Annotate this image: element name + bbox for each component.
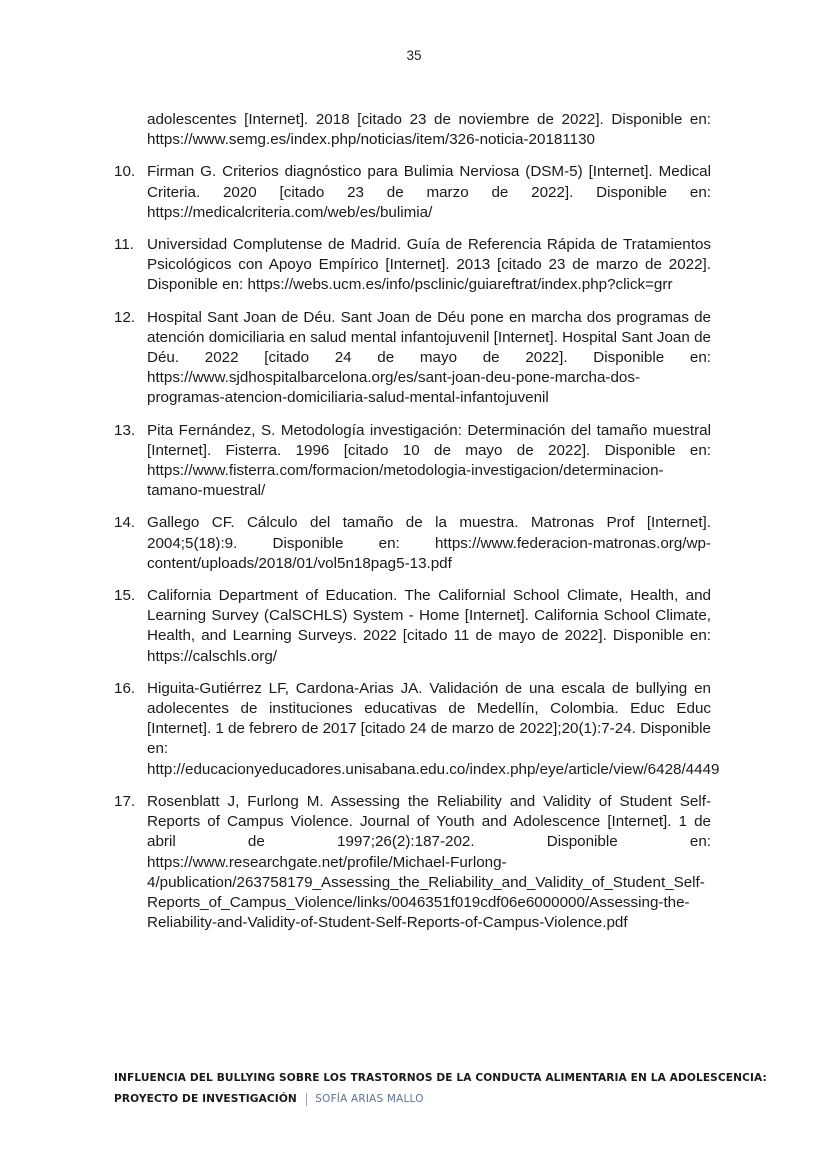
footer-author-name: SOFÍA ARIAS MALLO — [315, 1093, 424, 1105]
reference-number: 10. — [114, 163, 136, 181]
reference-item-11 — [114, 235, 716, 296]
reference-text: Higuita-Gutiérrez LF, Cardona-Arias JA. Validación de una escala de bullying en adolecentes de instituciones educativas de Medellín, Colombia. Educ Educ [Internet]. 1 de febrero de 2017 [citado 24 de marzo de 2022];20(1):7-24. Disponible en: http://educacionyeducadores.unisabana.edu.co/index.php/eye/article/view/6428/4449 — [147, 679, 720, 778]
reference-item-10 — [114, 162, 716, 223]
reference-number: 17. — [114, 792, 136, 810]
reference-number: 13. — [114, 421, 136, 439]
reference-continuation: adolescentes [Internet]. 2018 [citado 23 de noviembre de 2022]. Disponible en: https://www.semg.es/index.php/noticias/item/326-noticia-20181130 — [147, 111, 711, 149]
reference-item-12 — [114, 308, 716, 409]
reference-number: 14. — [114, 514, 136, 532]
reference-item-14 — [114, 513, 716, 574]
reference-text: Hospital Sant Joan de Déu. Sant Joan de Déu pone en marcha dos programas de atención domiciliaria en salud mental infantojuvenil [Internet]. Hospital Sant Joan de Déu. 2022 [citado 24 de mayo de 2022]. Disponible en: https://www.sjdhospitalbarcelona.org/es/sant-joan-deu-pone-marcha-dos-programas-atencion-domiciliaria-salud-mental-infantojuvenil — [147, 308, 716, 407]
footer-separator-bar — [306, 1093, 307, 1106]
footer-subtitle: PROYECTO DE INVESTIGACIÓN — [114, 1093, 297, 1105]
reference-text: Rosenblatt J, Furlong M. Assessing the Reliability and Validity of Student Self-Reports of Campus Violence. Journal of Youth and Adolescence [Internet]. 1 de abril de 1997;26(2):187-202. Disponible en: https://www.researchgate.net/profile/Michael-Furlong-4/publication/263758179_Assessing_the_Reliability_and_Validity_of_Student_Self-Reports_of_Campus_Violence/links/0046351f019cdf06e6000000/Assessing-the-Reliability-and-Validity-of-Student-Self-Reports-of-Campus-Violence.pdf — [147, 792, 716, 932]
reference-text: Universidad Complutense de Madrid. Guía de Referencia Rápida de Tratamientos Psicológicos con Apoyo Empírico [Internet]. 2013 [citado 23 de marzo de 2022]. Disponible en: https://webs.ucm.es/info/psclinic/guiareftrat/index.php?click=grr — [147, 236, 716, 294]
footer-title-line-1: INFLUENCIA DEL BULLYING SOBRE LOS TRASTORNOS DE LA CONDUCTA ALIMENTARIA EN LA ADOLESCENCIA: — [114, 1072, 767, 1084]
reference-number: 12. — [114, 308, 136, 326]
reference-number: 15. — [114, 587, 136, 605]
reference-item-16 — [114, 679, 720, 780]
reference-list — [114, 110, 720, 945]
reference-text: Gallego CF. Cálculo del tamaño de la muestra. Matronas Prof [Internet]. 2004;5(18):9. Disponible en: https://www.federacion-matronas.org/wp-content/uploads/2018/01/vol5n18pag5-13.pdf — [147, 514, 716, 572]
page-footer — [114, 1068, 767, 1110]
reference-item-17 — [114, 792, 716, 933]
page-number: 35 — [406, 48, 422, 63]
reference-text: Pita Fernández, S. Metodología investigación: Determinación del tamaño muestral [Internet]. Fisterra. 1996 [citado 10 de mayo de 2022]. Disponible en: https://www.fisterra.com/formacion/metodologia-investigacion/determinacion-tamano-muestral/ — [147, 421, 716, 500]
reference-item-13 — [114, 421, 716, 502]
reference-number: 11. — [114, 236, 134, 254]
footer-title-line-2 — [114, 1089, 734, 1110]
reference-number: 16. — [114, 679, 136, 697]
reference-item-15 — [114, 586, 716, 667]
reference-text: California Department of Education. The Californial School Climate, Health, and Learning Survey (CalSCHLS) System - Home [Internet]. California School Climate, Health, and Learning Surveys. 2022 [citado 11 de mayo de 2022]. Disponible en: https://calschls.org/ — [147, 587, 716, 665]
reference-text: Firman G. Criterios diagnóstico para Bulimia Nerviosa (DSM-5) [Internet]. Medical Criteria. 2020 [citado 23 de marzo de 2022]. Disponible en: https://medicalcriteria.com/web/es/bulimia/ — [147, 163, 716, 221]
